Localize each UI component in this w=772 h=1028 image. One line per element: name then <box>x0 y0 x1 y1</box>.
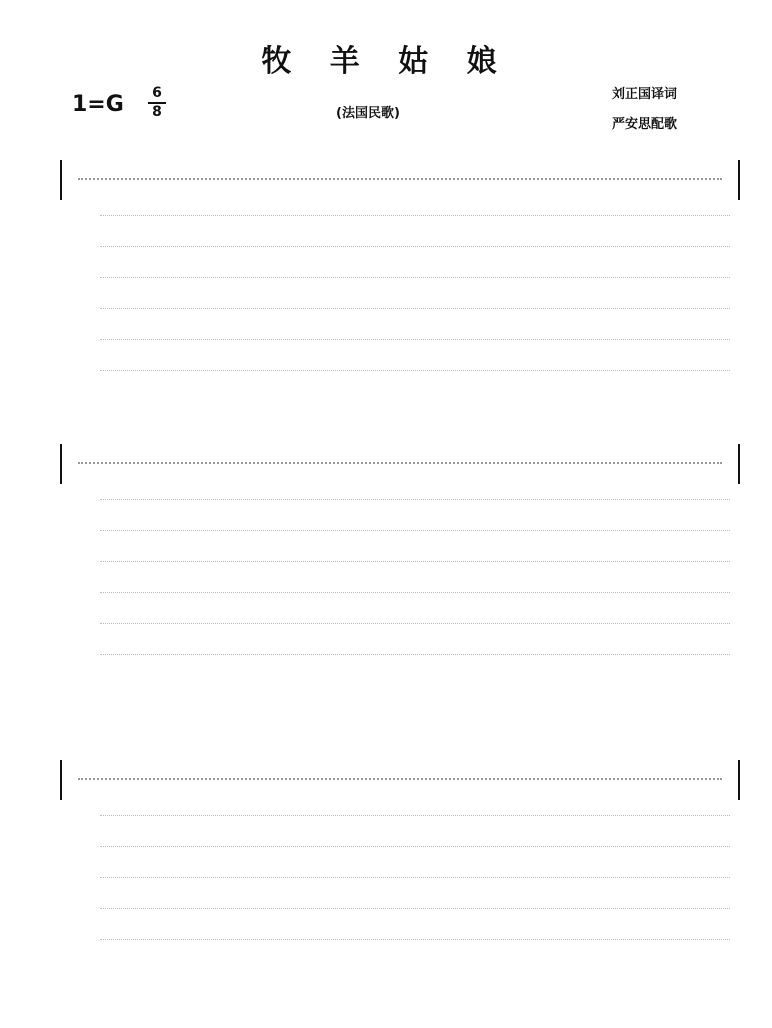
notation-row <box>60 444 740 484</box>
credits <box>612 80 677 140</box>
song-title: 牧 羊 姑 娘 <box>261 44 511 79</box>
music-system-3 <box>60 760 740 955</box>
lyric-row <box>60 639 740 670</box>
lyric-row <box>60 231 740 262</box>
time-signature-top: 6 <box>152 85 162 101</box>
lyric-row <box>60 355 740 386</box>
lyric-row <box>60 324 740 355</box>
lyric-row <box>60 262 740 293</box>
lyric-row <box>60 515 740 546</box>
lyric-row <box>60 577 740 608</box>
key-signature: 1=G <box>72 92 124 117</box>
notation-row <box>60 760 740 800</box>
lyric-row <box>60 608 740 639</box>
song-origin: (法国民歌) <box>336 106 400 121</box>
lyric-row <box>60 862 740 893</box>
lyric-row <box>60 924 740 955</box>
lyric-row <box>60 293 740 324</box>
arranger-credit: 严安思配歌 <box>612 117 678 132</box>
time-signature-bottom: 8 <box>152 104 162 120</box>
lyric-row <box>60 800 740 831</box>
music-system-1 <box>60 160 740 386</box>
music-system-2 <box>60 444 740 670</box>
lyric-row <box>60 200 740 231</box>
lyric-row <box>60 893 740 924</box>
notation-row <box>60 160 740 200</box>
time-signature <box>148 86 166 120</box>
lyric-row <box>60 546 740 577</box>
lyric-row <box>60 484 740 515</box>
lyricist-credit: 刘正国译词 <box>612 87 678 102</box>
lyric-row <box>60 831 740 862</box>
